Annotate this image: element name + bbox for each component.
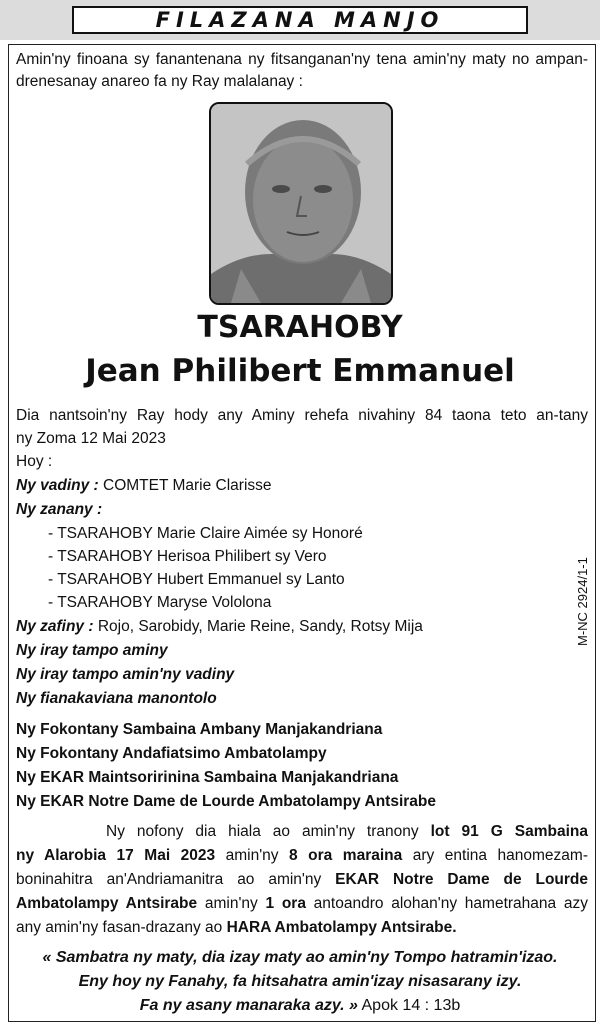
- family-line: Ny iray tampo amin'ny vadiny: [16, 666, 235, 683]
- reference-code: M-NC 2924/1-1: [575, 557, 590, 646]
- portrait-illustration: [211, 104, 391, 303]
- deceased-given-names: Jean Philibert Emmanuel: [85, 353, 515, 389]
- spouse-name: COMTET Marie Clarisse: [103, 477, 272, 494]
- funeral-line-5: [16, 918, 588, 938]
- deceased-surname: TSARAHOBY: [197, 310, 403, 345]
- spouse-line: [16, 476, 272, 496]
- funeral-time: 8 ora maraina: [289, 847, 403, 864]
- community-line: Ny Fokontany Andafiatsimo Ambatolampy: [16, 745, 327, 762]
- funeral-burial-time: 1 ora: [265, 895, 306, 912]
- child-item: - TSARAHOBY Maryse Vololona: [48, 594, 272, 611]
- announcement-line-1: Dia nantsoin'ny Ray hody any Aminy rehefa nivahiny 84 taona teto an-tany: [16, 407, 588, 424]
- child-item: - TSARAHOBY Herisoa Philibert sy Vero: [48, 548, 327, 565]
- family-line: Ny iray tampo aminy: [16, 642, 168, 659]
- funeral-line-1: [16, 822, 588, 842]
- scripture-quote-text: Fa ny asany manaraka azy. »: [139, 997, 358, 1014]
- scripture-quote-line-3: [0, 995, 600, 1017]
- intro-line-2: drenesanay anareo fa ny Ray malalanay :: [16, 73, 303, 90]
- funeral-church: EKAR Notre Dame de Lourde: [335, 871, 589, 888]
- spouse-label: Ny vadiny :: [16, 477, 99, 494]
- intro-line-1: Amin'ny finoana sy fanantenana ny fitsanganan'ny tena amin'ny maty no ampan-: [16, 51, 588, 68]
- community-line: Ny EKAR Maintsoririnina Sambaina Manjakandriana: [16, 769, 399, 786]
- funeral-address: lot 91 G Sambaina: [430, 823, 588, 840]
- funeral-burial-place: HARA Ambatolampy Antsirabe.: [226, 919, 457, 936]
- child-item: - TSARAHOBY Marie Claire Aimée sy Honoré: [48, 525, 363, 542]
- funeral-text: boninahitra an'Andriamanitra ao amin'ny: [16, 871, 336, 888]
- scripture-quote-line-2: Eny hoy ny Fanahy, fa hitsahatra amin'izay nisasarany izy.: [78, 973, 522, 990]
- funeral-line-3: [16, 870, 588, 890]
- funeral-date: ny Alarobia 17 Mai 2023: [16, 847, 216, 864]
- funeral-text: amin'ny: [197, 895, 266, 912]
- header-title: FILAZANA MANJO: [72, 6, 528, 34]
- scripture-quote-line-1: « Sambatra ny maty, dia izay maty ao amin'ny Tompo hatramin'izao.: [42, 949, 558, 966]
- community-line: Ny Fokontany Sambaina Ambany Manjakandriana: [16, 721, 383, 738]
- grandchildren-names: Rojo, Sarobidy, Marie Reine, Sandy, Rotsy Mija: [97, 618, 423, 635]
- funeral-text: antoandro alohan'ny hametrahana azy: [305, 895, 588, 912]
- funeral-text: any amin'ny fasan-drazany ao: [16, 919, 227, 936]
- child-item: - TSARAHOBY Hubert Emmanuel sy Lanto: [48, 571, 345, 588]
- hoy-label: Hoy :: [16, 453, 53, 470]
- family-line: Ny fianakaviana manontolo: [16, 690, 217, 707]
- funeral-line-2: [16, 846, 588, 866]
- funeral-text: ary entina hanomezam-: [402, 847, 588, 864]
- funeral-line-4: [16, 894, 588, 914]
- announcement-line-2: ny Zoma 12 Mai 2023: [16, 430, 166, 447]
- scripture-reference: Apok 14 : 13b: [357, 997, 461, 1014]
- funeral-church-town: Ambatolampy Antsirabe: [16, 895, 198, 912]
- grandchildren-label: Ny zafiny :: [16, 618, 94, 635]
- community-line: Ny EKAR Notre Dame de Lourde Ambatolampy Antsirabe: [16, 793, 437, 810]
- grandchildren-line: [16, 617, 423, 637]
- funeral-text: amin'ny: [215, 847, 290, 864]
- children-label: Ny zanany :: [16, 501, 103, 518]
- deceased-photo: [209, 102, 393, 305]
- funeral-text: Ny nofony dia hiala ao amin'ny tranony: [106, 823, 431, 840]
